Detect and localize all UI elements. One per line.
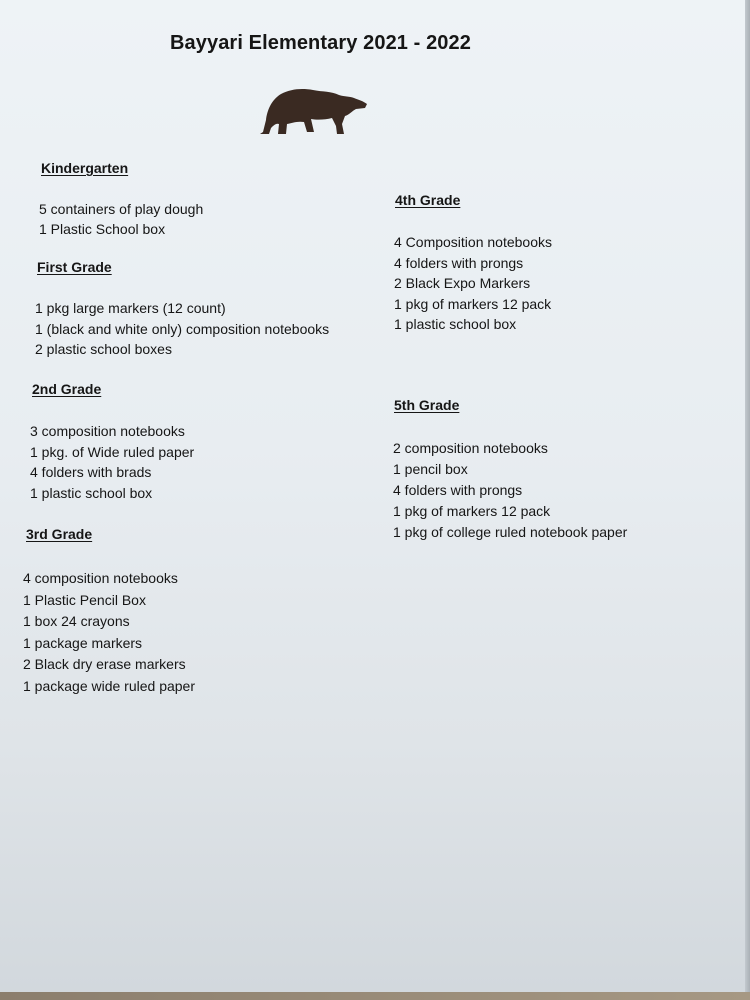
list-item: 5 containers of play dough bbox=[39, 201, 204, 217]
list-item: 4 folders with prongs bbox=[394, 254, 524, 271]
page-title: Bayyari Elementary 2021 - 2022 bbox=[170, 32, 471, 54]
bear-icon bbox=[253, 82, 369, 143]
paper-edge bbox=[745, 0, 750, 1000]
list-item: 1 (black and white only) composition notebooks bbox=[35, 320, 330, 337]
fourth-grade-list bbox=[394, 232, 552, 335]
kindergarten-list bbox=[39, 199, 203, 239]
third-grade-list bbox=[23, 568, 195, 698]
list-item: 2 Black Expo Markers bbox=[394, 275, 531, 292]
list-item: 1 Plastic Pencil Box bbox=[23, 591, 146, 608]
list-item: 1 pkg of college ruled notebook paper bbox=[393, 523, 628, 540]
list-item: 1 box 24 crayons bbox=[23, 613, 130, 630]
second-grade-list bbox=[30, 421, 194, 504]
first-grade-heading: First Grade bbox=[37, 259, 112, 275]
list-item: 4 folders with prongs bbox=[393, 481, 523, 498]
floor-strip bbox=[0, 992, 750, 1000]
fourth-grade-heading: 4th Grade bbox=[395, 192, 461, 208]
list-item: 1 package wide ruled paper bbox=[23, 677, 196, 694]
list-item: 1 package markers bbox=[23, 634, 143, 651]
fifth-grade-list bbox=[393, 438, 627, 543]
list-item: 1 pkg large markers (12 count) bbox=[35, 300, 226, 316]
list-item: 2 Black dry erase markers bbox=[23, 656, 186, 673]
second-grade-heading: 2nd Grade bbox=[32, 381, 102, 397]
list-item: 2 composition notebooks bbox=[393, 440, 548, 456]
list-item: 1 pkg. of Wide ruled paper bbox=[30, 443, 195, 460]
list-item: 1 pkg of markers 12 pack bbox=[393, 502, 551, 519]
list-item: 4 Composition notebooks bbox=[394, 234, 552, 250]
kindergarten-heading: Kindergarten bbox=[41, 160, 129, 176]
list-item: 2 plastic school boxes bbox=[35, 341, 172, 357]
first-grade-list bbox=[35, 298, 329, 360]
fifth-grade-heading: 5th Grade bbox=[394, 397, 460, 413]
list-item: 4 composition notebooks bbox=[23, 570, 178, 586]
list-item: 1 pkg of markers 12 pack bbox=[394, 295, 552, 312]
list-item: 1 pencil box bbox=[393, 460, 468, 477]
list-item: 4 folders with brads bbox=[30, 464, 152, 481]
list-item: 1 plastic school box bbox=[30, 485, 153, 502]
list-item: 1 Plastic School box bbox=[39, 221, 166, 237]
list-item: 1 plastic school box bbox=[394, 316, 517, 333]
list-item: 3 composition notebooks bbox=[30, 423, 185, 439]
third-grade-heading: 3rd Grade bbox=[26, 526, 93, 542]
